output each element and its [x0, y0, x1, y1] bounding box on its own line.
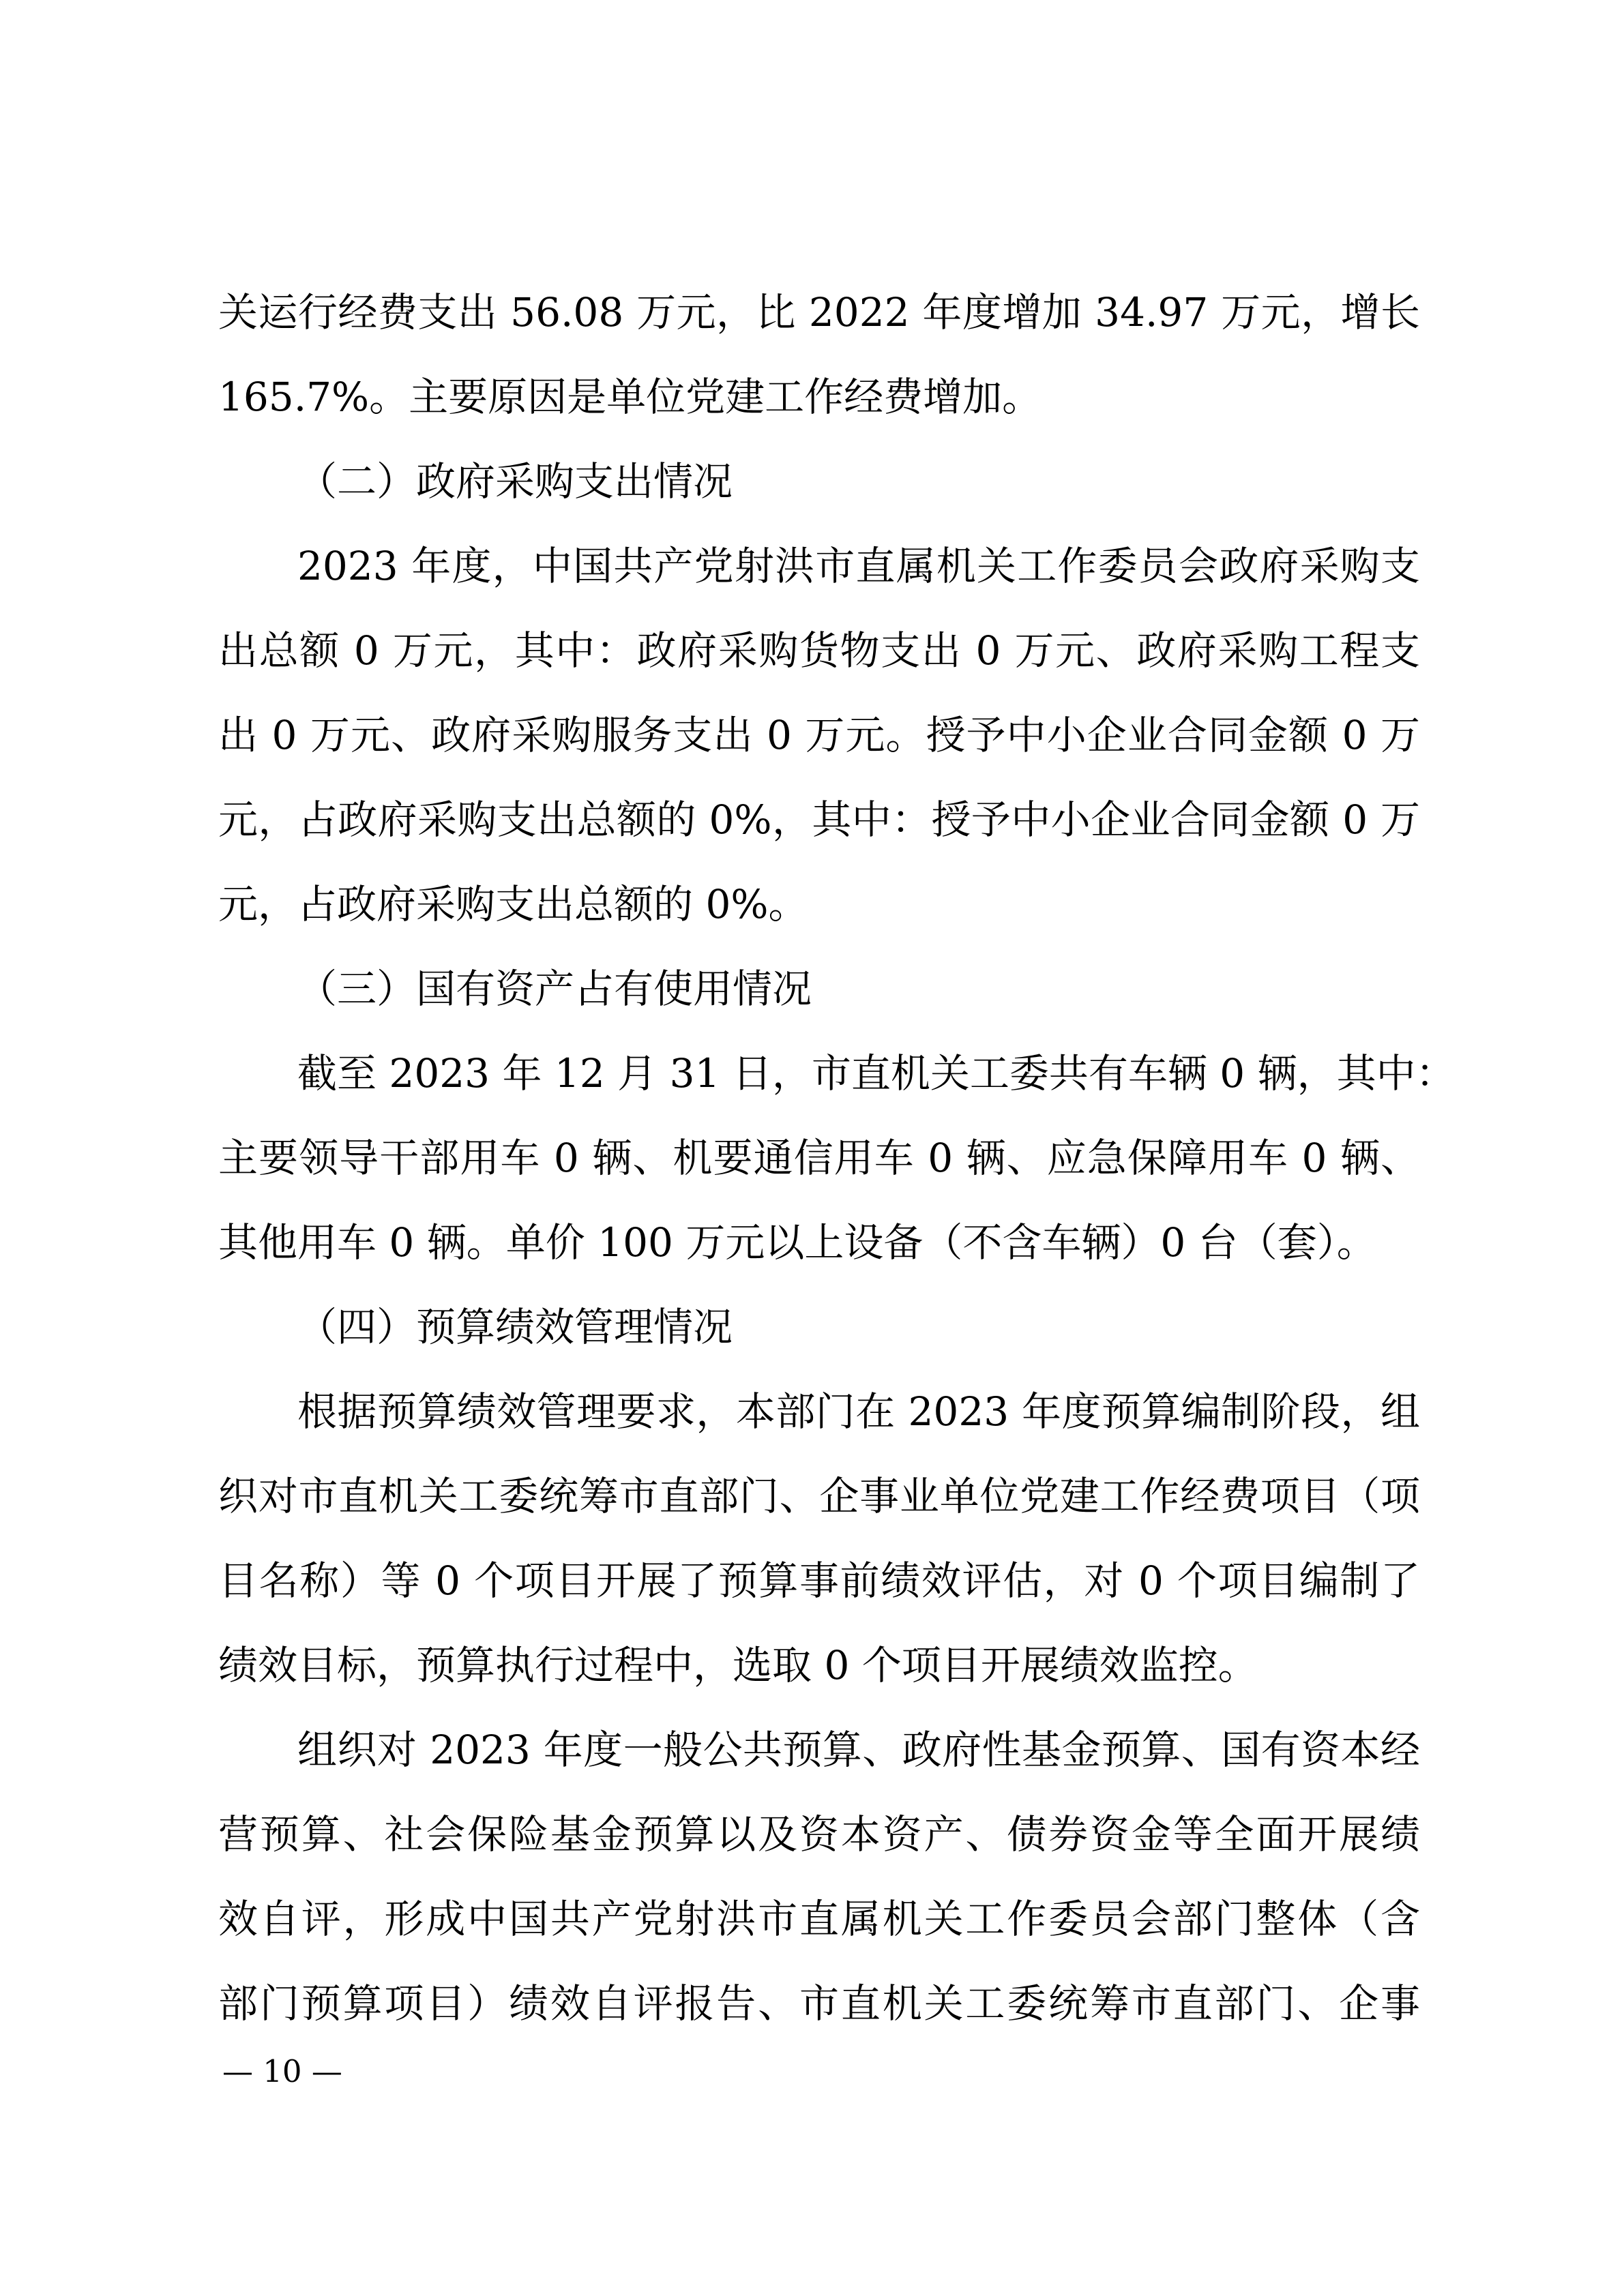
- body-line: 出 0 万元、政府采购服务支出 0 万元。授予中小企业合同金额 0 万: [218, 712, 1420, 758]
- section-heading-state-assets: （三）国有资产占有使用情况: [297, 966, 812, 1012]
- body-line: 截至 2023 年 12 月 31 日，市直机关工委共有车辆 0 辆，其中：: [297, 1050, 1456, 1097]
- document-body: [218, 270, 1456, 2046]
- body-line: 绩效目标，预算执行过程中，选取 0 个项目开展绩效监控。: [218, 1642, 1258, 1688]
- section-heading-performance: （四）预算绩效管理情况: [297, 1304, 733, 1350]
- body-line: 织对市直机关工委统筹市直部门、企事业单位党建工作经费项目（项: [218, 1473, 1420, 1519]
- body-line: 元，占政府采购支出总额的 0%。: [218, 881, 808, 927]
- body-line: 2023 年度，中国共产党射洪市直属机关工作委员会政府采购支: [297, 543, 1420, 589]
- body-line: 元，占政府采购支出总额的 0%，其中：授予中小企业合同金额 0 万: [218, 796, 1420, 843]
- page-number: — 10 —: [222, 2053, 342, 2089]
- body-line: 主要领导干部用车 0 辆、机要通信用车 0 辆、应急保障用车 0 辆、: [218, 1135, 1420, 1181]
- body-line: 165.7%。主要原因是单位党建工作经费增加。: [218, 374, 1042, 420]
- body-line: 其他用车 0 辆。单价 100 万元以上设备（不含车辆）0 台（套）。: [218, 1219, 1376, 1266]
- body-line: 部门预算项目）绩效自评报告、市直机关工委统筹市直部门、企事: [218, 1980, 1420, 2027]
- body-line: 根据预算绩效管理要求，本部门在 2023 年度预算编制阶段，组: [297, 1388, 1420, 1435]
- body-line: 关运行经费支出 56.08 万元，比 2022 年度增加 34.97 万元，增长: [218, 289, 1420, 336]
- section-heading-procurement: （二）政府采购支出情况: [297, 458, 733, 505]
- body-line: 效自评，形成中国共产党射洪市直属机关工作委员会部门整体（含: [218, 1896, 1420, 1942]
- body-line: 营预算、社会保险基金预算以及资本资产、债券资金等全面开展绩: [218, 1811, 1420, 1858]
- body-line: 组织对 2023 年度一般公共预算、政府性基金预算、国有资本经: [297, 1727, 1420, 1773]
- body-line: 目名称）等 0 个项目开展了预算事前绩效评估，对 0 个项目编制了: [218, 1557, 1420, 1604]
- body-line: 出总额 0 万元，其中：政府采购货物支出 0 万元、政府采购工程支: [218, 627, 1420, 674]
